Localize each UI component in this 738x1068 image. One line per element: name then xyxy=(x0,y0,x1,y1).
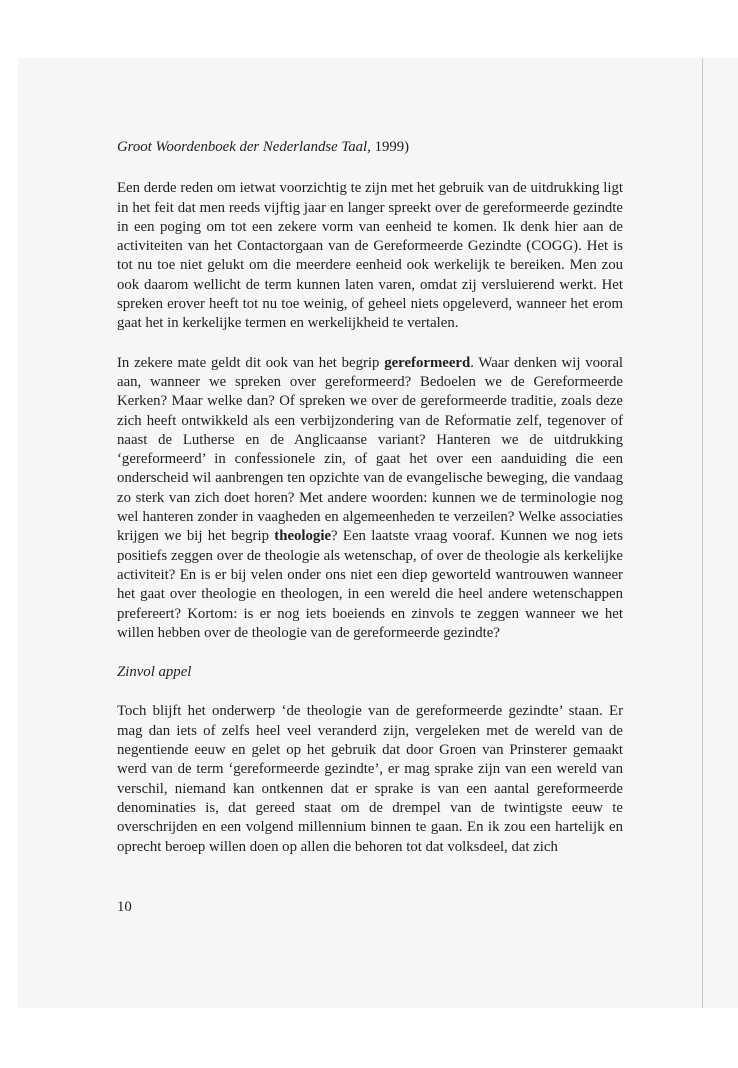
page-edge-shadow xyxy=(702,58,703,1008)
citation-title: Groot Woordenboek der Nederlandse Taal, xyxy=(117,139,371,155)
term-theologie: theologie xyxy=(274,528,332,545)
paragraph-1: Een derde reden om ietwat voorzichtig te zijn met het gebruik van de uitdrukking ligt in het feit dat men reeds vijftig jaar en langer spreekt over de gereformeerde gezindte in een poging om tot een zekere vorm van eenheid te komen. Ik denk hier aan de activiteiten van het Contactorgaan van de Gereformeerde Gezindte (COGG). Het is tot nu toe niet gelukt om die meerdere eenheid ook werkelijk te bereiken. Men zou ook daarom wellicht de term kunnen laten varen, omdat zij versluierend werkt. Het spreken erover heeft tot nu toe weinig, of geheel niets opgeleverd, wanneer het erom gaat het in kerkelijke termen en werkelijkheid te vertalen. xyxy=(117,180,623,332)
paragraph-3: Toch blijft het onderwerp ‘de theologie van de gereformeerde gezindte’ staan. Er mag dan iets of zelfs heel veel veranderd zijn, vergeleken met de wereld van de negentiende eeuw en gelet op het gebruik dat door Groen van Prinsterer gemaakt werd van de term ‘gereformeerde gezindte’, er mag sprake zijn van een wereld van verschil, niemand kan ontkennen dat er sprake is van een aantal gereformeerde denominaties is, dat gereed staat om de drempel van de twintigste eeuw te overschrijden en een volgend millennium binnen te gaan. En ik zou een hartelijk en oprecht beroep willen doen op allen die behoren tot dat volksdeel, dat zich xyxy=(117,703,623,855)
paragraph-2-text-a: In zekere mate geldt dit ook van het begrip xyxy=(117,354,385,371)
paragraph-2-text-b: . Waar denken wij vooral aan, wanneer we spreken over gereformeerd? Bedoelen we de Gereformeerde Kerken? Maar welke dan? Of spreken we over de gereformeerde traditie, zoals deze zich heeft ontwikkeld als een verbijzondering van de Reformatie zelf, tegenover of naast de Lutherse en de Anglicaanse variant? Hanteren we de uitdrukking ‘gereformeerd’ in confessionele zin, of gaat het over een aanduiding die een onderscheid wil aanbrengen ten opzichte van de evangelische beweging, die vandaag zo sterk van zich doet horen? Met andere woorden: kunnen we de terminologie nog wel hanteren zonder in vaagheden en algemeenheden te verzeilen? Welke associaties krijgen we bij het begrip xyxy=(117,354,623,545)
citation-year: 1999) xyxy=(370,139,410,155)
paragraph-2 xyxy=(117,354,623,643)
paragraph-2-text-c: ? Een laatste vraag vooraf. Kunnen we nog iets positiefs zeggen over de theologie als wetenschap, of over de theologie als kerkelijke activiteit? En is er bij velen onder ons niet een diep geworteld wantrouwen wanneer het gaat over theologie en theologen, in een wereld die heel andere wetenschappen prefereert? Kortom: is er nog iets boeiends en zinvols te zeggen wanneer we het willen hebben over de theologie van de gereformeerde gezindte? xyxy=(117,528,623,641)
page-number: 10 xyxy=(117,899,132,915)
citation-line xyxy=(117,138,623,157)
section-heading: Zinvol appel xyxy=(117,664,192,681)
page-body xyxy=(117,138,623,877)
term-gereformeerd: gereformeerd xyxy=(384,354,471,371)
